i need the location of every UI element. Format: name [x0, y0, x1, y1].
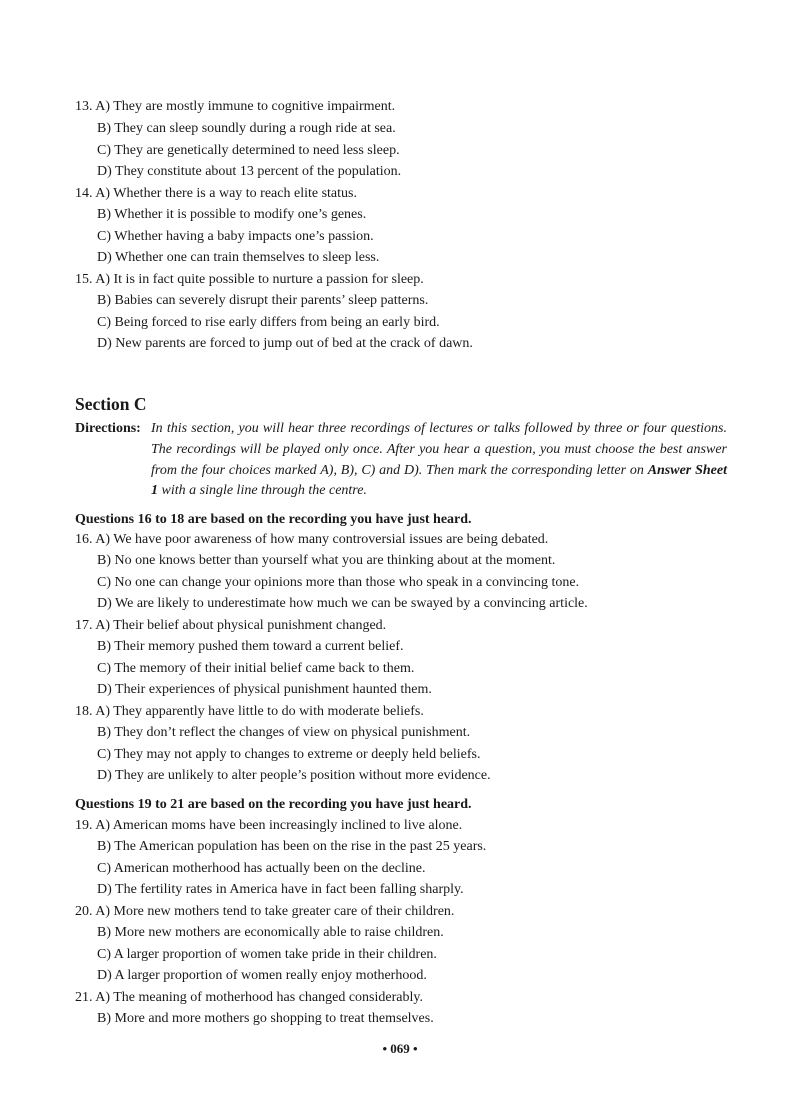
q21-option-b: B) More and more mothers go shopping to treat themselves. — [97, 1011, 434, 1026]
q20-option-b: B) More new mothers are economically able to raise children. — [97, 925, 444, 940]
q15-option-a: 15. A) It is in fact quite possible to nurture a passion for sleep. — [75, 272, 424, 287]
q19-option-d: D) The fertility rates in America have in fact been falling sharply. — [97, 882, 464, 897]
q13-option-b: B) They can sleep soundly during a rough ride at sea. — [97, 121, 396, 136]
q21-option-a: 21. A) The meaning of motherhood has changed considerably. — [75, 990, 423, 1005]
page-number: • 069 • — [382, 1041, 418, 1056]
directions-text — [151, 419, 727, 502]
q14-option-d: D) Whether one can train themselves to sleep less. — [97, 250, 380, 265]
group1-heading: Questions 16 to 18 are based on the recording you have just heard. — [75, 512, 472, 527]
q19-option-c: C) American motherhood has actually been on the decline. — [97, 861, 426, 876]
directions-text-part-2: with a single line through the centre. — [158, 483, 367, 499]
q16-option-c: C) No one can change your opinions more than those who speak in a convincing tone. — [97, 575, 580, 590]
q16-option-b: B) No one knows better than yourself what you are thinking about at the moment. — [97, 553, 556, 568]
q17-option-d: D) Their experiences of physical punishment haunted them. — [97, 682, 432, 697]
q14-option-c: C) Whether having a baby impacts one’s passion. — [97, 229, 374, 244]
q19-option-b: B) The American population has been on the rise in the past 25 years. — [97, 839, 487, 854]
q19-option-a: 19. A) American moms have been increasingly inclined to live alone. — [75, 818, 463, 833]
q18-option-b: B) They don’t reflect the changes of view on physical punishment. — [97, 725, 471, 740]
q20-option-a: 20. A) More new mothers tend to take greater care of their children. — [75, 904, 455, 919]
directions-text-part-1: In this section, you will hear three recordings of lectures or talks followed by three or four questions. The recordings will be played only once. After you hear a question, you must choose the best answer from the four choices marked A), B), C) and D). Then mark the corresponding letter on — [151, 421, 727, 478]
section-title: Section C — [75, 394, 147, 414]
q18-option-d: D) They are unlikely to alter people’s position without more evidence. — [97, 768, 491, 783]
q20-option-d: D) A larger proportion of women really enjoy motherhood. — [97, 968, 427, 983]
q16-option-a: 16. A) We have poor awareness of how many controversial issues are being debated. — [75, 532, 549, 547]
q18-option-c: C) They may not apply to changes to extreme or deeply held beliefs. — [97, 747, 481, 762]
q16-option-d: D) We are likely to underestimate how much we can be swayed by a convincing article. — [97, 596, 588, 611]
answer-sheet-ref: Answer Sheet 1 — [151, 462, 727, 499]
q15-option-b: B) Babies can severely disrupt their parents’ sleep patterns. — [97, 293, 429, 308]
q13-option-c: C) They are genetically determined to need less sleep. — [97, 143, 400, 158]
q13-option-a: 13. A) They are mostly immune to cognitive impairment. — [75, 99, 396, 114]
q17-option-c: C) The memory of their initial belief came back to them. — [97, 661, 415, 676]
directions-label: Directions: — [75, 421, 141, 436]
q14-option-a: 14. A) Whether there is a way to reach elite status. — [75, 186, 357, 201]
q17-option-a: 17. A) Their belief about physical punishment changed. — [75, 618, 387, 633]
q15-option-d: D) New parents are forced to jump out of bed at the crack of dawn. — [97, 336, 473, 351]
q15-option-c: C) Being forced to rise early differs from being an early bird. — [97, 315, 440, 330]
q20-option-c: C) A larger proportion of women take pride in their children. — [97, 947, 437, 962]
q18-option-a: 18. A) They apparently have little to do with moderate beliefs. — [75, 704, 424, 719]
group2-heading: Questions 19 to 21 are based on the recording you have just heard. — [75, 797, 472, 812]
q17-option-b: B) Their memory pushed them toward a current belief. — [97, 639, 404, 654]
q14-option-b: B) Whether it is possible to modify one’s genes. — [97, 207, 367, 222]
q13-option-d: D) They constitute about 13 percent of the population. — [97, 164, 402, 179]
